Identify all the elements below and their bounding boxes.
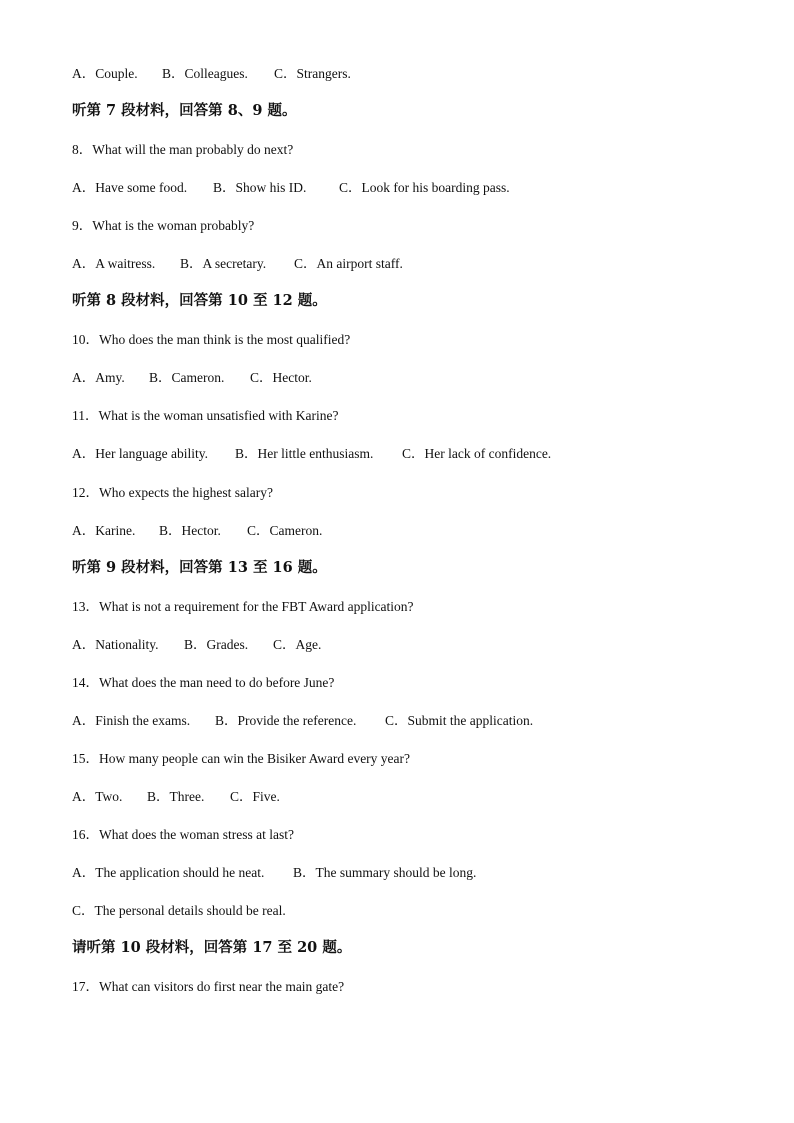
question: 11．What is the woman unsatisfied with Karine? [72, 408, 339, 423]
option-row [72, 65, 351, 83]
option-row [72, 864, 476, 882]
question: 16．What does the woman stress at last? [72, 827, 294, 842]
option: A．A waitress. [72, 256, 156, 271]
option: B．Grades. [184, 637, 249, 652]
option: A．Finish the exams. [72, 713, 191, 728]
option: A．Have some food. [72, 180, 188, 195]
option: C．Submit the application. [385, 713, 534, 728]
option: A．Her language ability. [72, 446, 208, 461]
question: 14．What does the man need to do before June? [72, 675, 335, 690]
option: C．Her lack of confidence. [402, 446, 552, 461]
section-heading: 听第 7 段材料，回答第 8、9 题。 [72, 102, 297, 119]
question: 17．What can visitors do first near the main gate? [72, 979, 345, 994]
option-row [72, 255, 403, 273]
option-row [72, 902, 286, 920]
option: C．Five. [230, 789, 280, 804]
option: B．Three. [147, 789, 205, 804]
option-row [72, 712, 533, 730]
option-row [72, 788, 280, 806]
option-row [72, 369, 312, 387]
option: A．Karine. [72, 523, 136, 538]
option: B．Provide the reference. [215, 713, 357, 728]
option: B．The summary should be long. [293, 865, 477, 880]
option: B．Colleagues. [162, 66, 248, 81]
option: B．Show his ID. [213, 180, 307, 195]
option: A．Couple. [72, 66, 138, 81]
option: A．Two. [72, 789, 123, 804]
option: C．Look for his boarding pass. [339, 180, 510, 195]
option: B．Hector. [159, 523, 221, 538]
question: 12．Who expects the highest salary? [72, 485, 273, 500]
section-heading: 听第 8 段材料，回答第 10 至 12 题。 [72, 292, 327, 309]
option-row [72, 179, 510, 197]
option: C．The personal details should be real. [72, 903, 286, 918]
question: 9．What is the woman probably? [72, 218, 255, 233]
option: B．Cameron. [149, 370, 225, 385]
question: 10．Who does the man think is the most qualified? [72, 332, 351, 347]
question: 13．What is not a requirement for the FBT Award application? [72, 599, 414, 614]
option-row [72, 522, 322, 540]
section-heading: 听第 9 段材料，回答第 13 至 16 题。 [72, 559, 327, 576]
option: B．A secretary. [180, 256, 267, 271]
question: 15．How many people can win the Bisiker Award every year? [72, 751, 411, 766]
option: C．Age. [273, 637, 322, 652]
option: C．Strangers. [274, 66, 351, 81]
option: B．Her little enthusiasm. [235, 446, 374, 461]
option: C．An airport staff. [294, 256, 403, 271]
option-row [72, 445, 551, 463]
option: A．Nationality. [72, 637, 159, 652]
option: C．Hector. [250, 370, 312, 385]
option: C．Cameron. [247, 523, 323, 538]
question: 8．What will the man probably do next? [72, 142, 294, 157]
option-row [72, 636, 321, 654]
option: A．Amy. [72, 370, 125, 385]
option: A．The application should he neat. [72, 865, 265, 880]
section-heading: 请听第 10 段材料，回答第 17 至 20 题。 [72, 939, 352, 956]
